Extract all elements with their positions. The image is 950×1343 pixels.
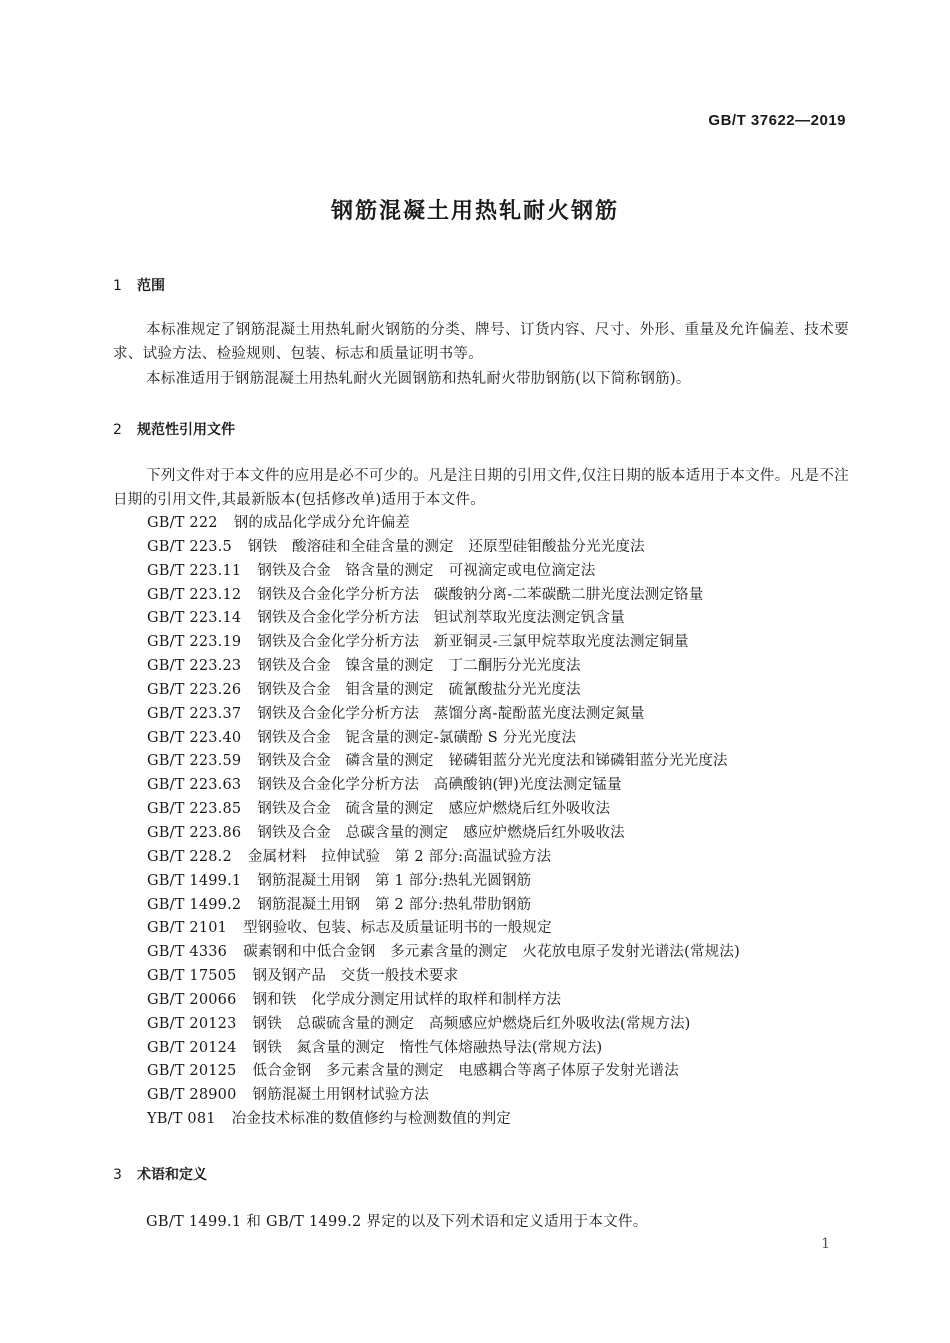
reference-code: YB/T 081 bbox=[147, 1111, 216, 1128]
reference-item bbox=[147, 894, 867, 918]
reference-item bbox=[147, 584, 867, 608]
reference-title: 钢铁 氮含量的测定 惰性气体熔融热导法(常规方法) bbox=[252, 1039, 603, 1056]
reference-item bbox=[147, 607, 867, 631]
reference-title: 钢铁及合金化学分析方法 蒸馏分离-靛酚蓝光度法测定氮量 bbox=[257, 705, 645, 722]
reference-item bbox=[147, 774, 867, 798]
reference-code: GB/T 28900 bbox=[147, 1087, 237, 1104]
reference-title: 钢铁及合金化学分析方法 高碘酸钠(钾)光度法测定锰量 bbox=[257, 777, 622, 794]
reference-title: 钢和铁 化学成分测定用试样的取样和制样方法 bbox=[252, 991, 562, 1008]
reference-title: 钢筋混凝土用钢材试验方法 bbox=[252, 1087, 429, 1104]
reference-code: GB/T 20123 bbox=[147, 1015, 237, 1032]
reference-item bbox=[147, 750, 867, 774]
reference-title: 钢铁及合金 铬含量的测定 可视滴定或电位滴定法 bbox=[257, 562, 596, 579]
section-title: 规范性引用文件 bbox=[137, 422, 235, 438]
reference-title: 钢铁及合金化学分析方法 新亚铜灵-三氯甲烷萃取光度法测定铜量 bbox=[257, 634, 689, 651]
reference-code: GB/T 20125 bbox=[147, 1063, 237, 1080]
section-1-heading bbox=[113, 275, 165, 295]
reference-title: 钢铁及合金 钼含量的测定 硫氰酸盐分光光度法 bbox=[257, 681, 581, 698]
reference-code: GB/T 2101 bbox=[147, 920, 228, 937]
reference-title: 钢的成品化学成分允许偏差 bbox=[233, 515, 411, 531]
section-number: 1 bbox=[113, 278, 122, 294]
reference-item bbox=[147, 536, 867, 560]
reference-item bbox=[147, 631, 867, 655]
reference-item bbox=[147, 989, 867, 1013]
reference-title: 钢筋混凝土用钢 第 1 部分:热轧光圆钢筋 bbox=[257, 872, 532, 889]
reference-code: GB/T 223.23 bbox=[147, 658, 242, 675]
reference-item bbox=[147, 679, 867, 703]
reference-code: GB/T 222 bbox=[147, 515, 218, 531]
reference-code: GB/T 20066 bbox=[147, 991, 237, 1008]
reference-item bbox=[147, 1037, 867, 1061]
standard-code: GB/T 37622—2019 bbox=[708, 112, 846, 129]
reference-item bbox=[147, 798, 867, 822]
reference-title: 碳素钢和中低合金钢 多元素含量的测定 火花放电原子发射光谱法(常规法) bbox=[243, 944, 740, 961]
section-title: 术语和定义 bbox=[137, 1167, 207, 1183]
reference-title: 钢铁及合金 铌含量的测定-氯磺酚 S 分光光度法 bbox=[257, 729, 577, 746]
reference-item bbox=[147, 560, 867, 584]
reference-title: 钢铁及合金化学分析方法 碳酸钠分离-二苯碳酰二肼光度法测定铬量 bbox=[257, 586, 704, 603]
reference-item bbox=[147, 965, 867, 989]
reference-title: 低合金钢 多元素含量的测定 电感耦合等离子体原子发射光谱法 bbox=[252, 1063, 679, 1080]
reference-title: 冶金技术标准的数值修约与检测数值的判定 bbox=[231, 1111, 511, 1128]
section-2-paragraph-1: 下列文件对于本文件的应用是必不可少的。凡是注日期的引用文件,仅注日期的版本适用于本文件。凡是不注日期的引用文件,其最新版本(包括修改单)适用于本文件。 bbox=[113, 468, 849, 508]
reference-code: GB/T 20124 bbox=[147, 1039, 237, 1056]
reference-item bbox=[147, 917, 867, 941]
reference-item bbox=[147, 846, 867, 870]
section-3-paragraph-1: GB/T 1499.1 和 GB/T 1499.2 界定的以及下列术语和定义适用于本文件。 bbox=[146, 1214, 648, 1230]
reference-item bbox=[147, 822, 867, 846]
reference-item bbox=[147, 512, 867, 536]
reference-code: GB/T 223.5 bbox=[147, 538, 232, 555]
section-1-paragraph-1: 本标准规定了钢筋混凝土用热轧耐火钢筋的分类、牌号、订货内容、尺寸、外形、重量及允许偏差、技术要求、试验方法、检验规则、包装、标志和质量证明书等。 bbox=[113, 322, 849, 362]
section-2-heading bbox=[113, 419, 235, 439]
reference-code: GB/T 1499.2 bbox=[147, 896, 242, 913]
reference-code: GB/T 223.59 bbox=[147, 753, 242, 770]
section-title: 范围 bbox=[137, 278, 165, 294]
reference-item bbox=[147, 1084, 867, 1108]
reference-item bbox=[147, 703, 867, 727]
section-1-paragraph-2: 本标准适用于钢筋混凝土用热轧耐火光圆钢筋和热轧耐火带肋钢筋(以下简称钢筋)。 bbox=[146, 371, 691, 387]
reference-item bbox=[147, 655, 867, 679]
page-number: 1 bbox=[821, 1236, 830, 1252]
reference-code: GB/T 223.11 bbox=[147, 562, 242, 579]
reference-title: 钢铁 酸溶硅和全硅含量的测定 还原型硅钼酸盐分光光度法 bbox=[247, 538, 645, 555]
reference-title: 钢铁及合金 磷含量的测定 铋磷钼蓝分光光度法和锑磷钼蓝分光光度法 bbox=[257, 753, 728, 770]
reference-code: GB/T 223.19 bbox=[147, 634, 242, 651]
normative-references-list bbox=[147, 512, 867, 1132]
document-title: 钢筋混凝土用热轧耐火钢筋 bbox=[330, 199, 619, 224]
reference-code: GB/T 223.63 bbox=[147, 777, 242, 794]
reference-title: 钢及钢产品 交货一般技术要求 bbox=[252, 968, 459, 985]
reference-title: 钢铁及合金 总碳含量的测定 感应炉燃烧后红外吸收法 bbox=[257, 824, 625, 841]
reference-title: 钢铁 总碳硫含量的测定 高频感应炉燃烧后红外吸收法(常规方法) bbox=[252, 1015, 691, 1032]
reference-title: 钢铁及合金 硫含量的测定 感应炉燃烧后红外吸收法 bbox=[257, 801, 611, 818]
reference-item bbox=[147, 941, 867, 965]
reference-item bbox=[147, 1060, 867, 1084]
reference-code: GB/T 223.26 bbox=[147, 681, 242, 698]
reference-item bbox=[147, 1108, 867, 1132]
section-number: 3 bbox=[113, 1167, 122, 1183]
reference-code: GB/T 223.40 bbox=[147, 729, 242, 746]
reference-title: 钢筋混凝土用钢 第 2 部分:热轧带肋钢筋 bbox=[257, 896, 532, 913]
section-number: 2 bbox=[113, 422, 122, 438]
reference-code: GB/T 4336 bbox=[147, 944, 228, 961]
reference-item bbox=[147, 1013, 867, 1037]
reference-code: GB/T 223.37 bbox=[147, 705, 242, 722]
reference-code: GB/T 1499.1 bbox=[147, 872, 242, 889]
reference-item bbox=[147, 870, 867, 894]
reference-title: 金属材料 拉伸试验 第 2 部分:高温试验方法 bbox=[247, 848, 552, 865]
reference-code: GB/T 223.86 bbox=[147, 824, 242, 841]
section-3-heading bbox=[113, 1164, 207, 1184]
reference-item bbox=[147, 727, 867, 751]
reference-title: 钢铁及合金 镍含量的测定 丁二酮肟分光光度法 bbox=[257, 658, 581, 675]
reference-code: GB/T 223.85 bbox=[147, 801, 242, 818]
reference-title: 钢铁及合金化学分析方法 钽试剂萃取光度法测定钒含量 bbox=[257, 610, 625, 627]
reference-title: 型钢验收、包装、标志及质量证明书的一般规定 bbox=[243, 920, 552, 937]
reference-code: GB/T 228.2 bbox=[147, 848, 232, 865]
reference-code: GB/T 223.14 bbox=[147, 610, 242, 627]
reference-code: GB/T 223.12 bbox=[147, 586, 242, 603]
reference-code: GB/T 17505 bbox=[147, 968, 237, 985]
